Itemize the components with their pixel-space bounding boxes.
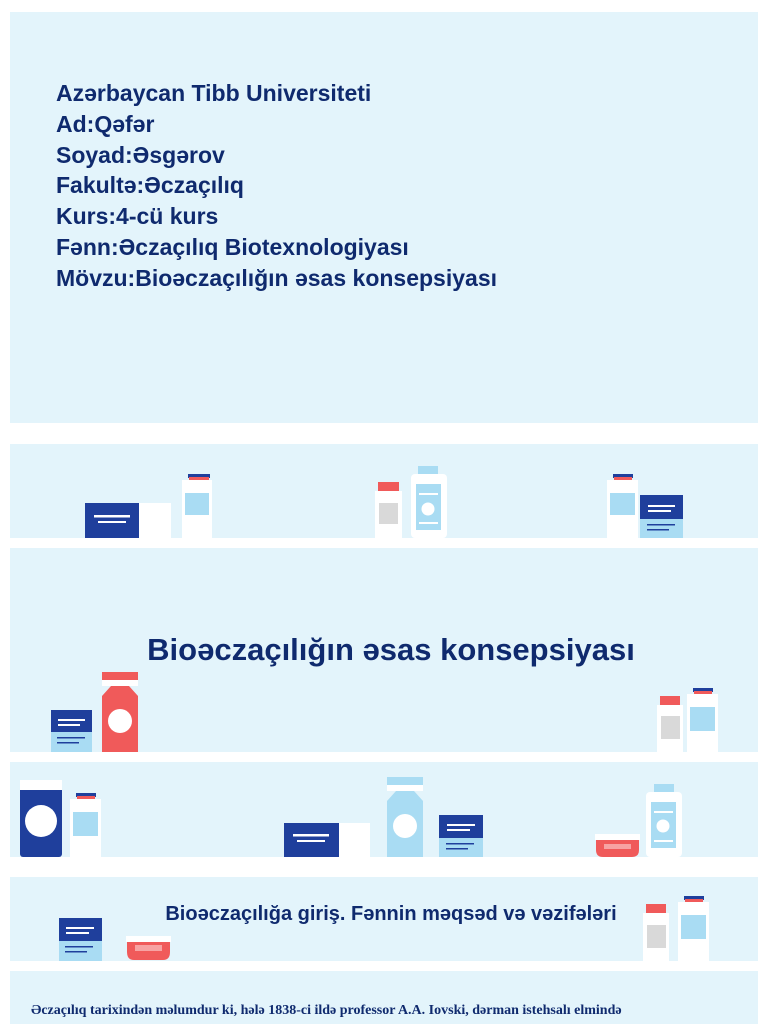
bottle-icon <box>687 688 718 752</box>
course: Kurs:4-cü kurs <box>56 203 219 230</box>
subject: Fənn:Əczaçılıq Biotexnologiyası <box>56 233 409 260</box>
first-name: Ad:Qəfər <box>56 110 155 137</box>
bottle-icon <box>678 896 709 961</box>
pill-bottle-icon <box>657 696 683 752</box>
round-label-bottle-icon <box>646 784 682 857</box>
last-name: Soyad:Əsgərov <box>56 141 225 168</box>
medicine-box-icon <box>439 815 483 857</box>
carton-icon <box>102 672 138 752</box>
medicine-box-icon <box>284 823 339 857</box>
pill-bottle-icon <box>643 904 669 961</box>
intro-slide <box>10 12 758 423</box>
bottle-icon <box>607 474 638 538</box>
jar-icon <box>20 780 62 857</box>
illustration-slide <box>10 444 758 538</box>
medicine-box-icon <box>640 495 683 538</box>
title-slide <box>10 548 758 752</box>
section-slide <box>10 877 758 961</box>
medicine-box-icon <box>85 503 139 538</box>
pharmacy-shelf-illustration <box>10 877 758 961</box>
ointment-jar-icon <box>126 936 171 960</box>
body-paragraph: Əczaçılıq tarixindən məlumdur ki, hələ 1838-ci ildə professor A.A. Iovski, dərman istehsalı elmində <box>31 1003 622 1018</box>
faculty: Fakultə:Əczaçılıq <box>56 172 244 199</box>
pharmacy-shelf-illustration <box>10 762 758 857</box>
topic: Mövzu:Bioəczaçılığın əsas konsepsiyası <box>56 264 497 291</box>
carton-icon <box>387 777 423 857</box>
intro-info-block <box>56 78 497 294</box>
white-box-icon <box>338 823 370 857</box>
illustration-slide <box>10 762 758 857</box>
text-slide <box>10 971 758 1024</box>
pill-bottle-icon <box>375 482 402 538</box>
university-name: Azərbaycan Tibb Universiteti <box>56 80 372 106</box>
medicine-box-icon <box>59 918 102 961</box>
round-label-bottle-icon <box>411 466 447 538</box>
bottle-icon <box>182 474 212 538</box>
white-box-icon <box>138 503 171 538</box>
slide-title: Bioəczaçılığın əsas konsepsiyası <box>147 632 635 667</box>
ointment-jar-icon <box>595 834 640 857</box>
pharmacy-shelf-illustration <box>10 444 758 538</box>
pharmacy-shelf-illustration <box>10 548 758 752</box>
bottle-icon <box>70 793 101 857</box>
medicine-box-icon <box>51 710 92 752</box>
section-title: Bioəczaçılığa giriş. Fənnin məqsəd və vəzifələri <box>165 903 617 925</box>
